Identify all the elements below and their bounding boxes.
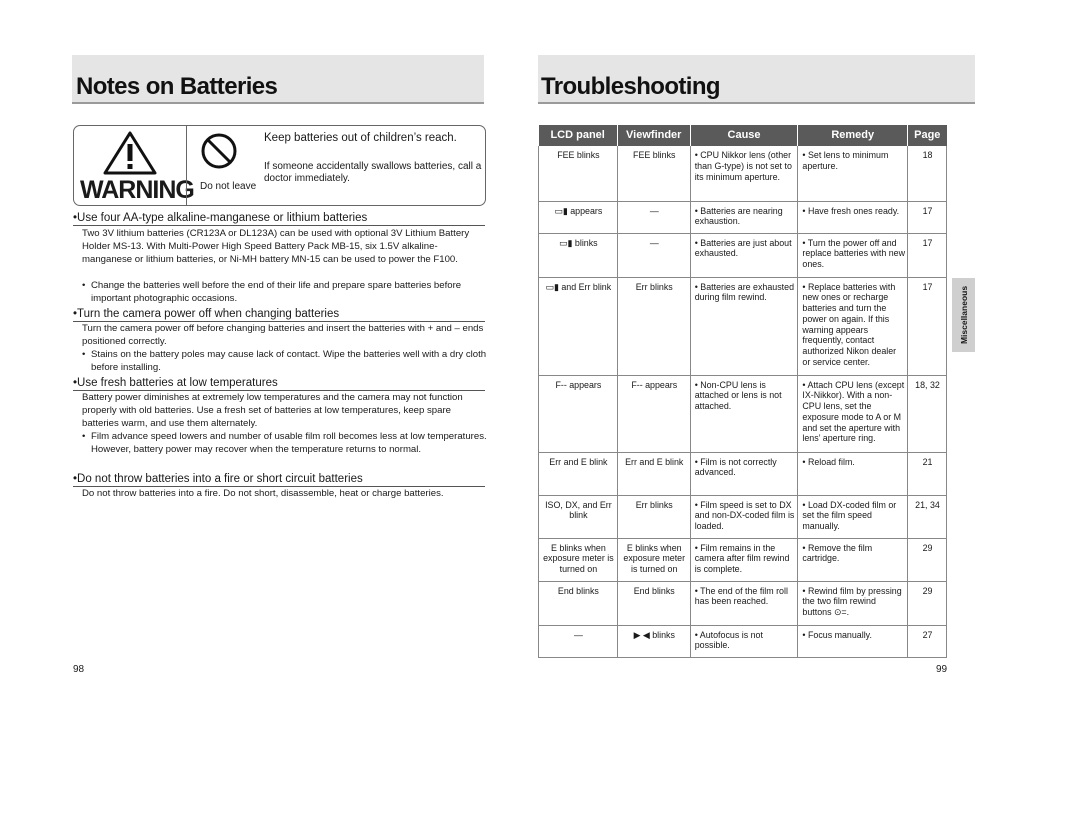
cell-cause: • Batteries are just about exhausted. [690,233,798,277]
section-heading-power-off: •Turn the camera power off when changing batteries [73,307,485,322]
section-bullet-low-temperatures: • Film advance speed lowers and number of usable film roll becomes less at low temperatures. However, battery power may recover when the temperature returns to normal. [82,430,496,456]
cell-lcd: ▭▮ appears [539,201,618,233]
table-row [539,625,947,657]
cell-lcd: — [539,625,618,657]
cell-page: 27 [908,625,947,657]
cell-remedy: • Focus manually. [798,625,908,657]
cell-viewfinder: E blinks when exposure meter is turned on [617,538,690,581]
cell-viewfinder: End blinks [617,581,690,625]
table-header-row [539,125,947,146]
section-bullet-power-off: • Stains on the battery poles may cause lack of contact. Wipe the batteries well with a dry cloth before installing. [82,348,496,374]
column-header-remedy: Remedy [798,125,908,146]
cell-remedy: • Set lens to minimum aperture. [798,146,908,201]
cell-cause: • Autofocus is not possible. [690,625,798,657]
section-text-batteries-type: Two 3V lithium batteries (CR123A or DL123A) can be used with optional 3V Lithium Battery Holder MS-13. With Multi-Power High Speed Battery Pack MB-15, six 1.5V alkaline-manganese or lithium batteries, or Ni-MH battery MN-15 can be used to power the F100. [82,228,470,266]
cell-remedy: • Rewind film by pressing the two film rewind buttons ⊙=. [798,581,908,625]
section-heading-batteries-type: •Use four AA-type alkaline-manganese or lithium batteries [73,211,485,226]
cell-viewfinder: FEE blinks [617,146,690,201]
cell-page: 18, 32 [908,375,947,452]
cell-cause: • The end of the film roll has been reached. [690,581,798,625]
cell-viewfinder: — [617,233,690,277]
cell-viewfinder: Err blinks [617,277,690,375]
cell-page: 18 [908,146,947,201]
section-heading-fire-short-circuit: •Do not throw batteries into a fire or short circuit batteries [73,472,485,487]
cell-lcd: ▭▮ blinks [539,233,618,277]
cell-lcd: FEE blinks [539,146,618,201]
column-header-lcd-panel: LCD panel [539,125,618,146]
warning-heading: Keep batteries out of children’s reach. [264,132,457,144]
page-number-right: 99 [936,664,948,675]
section-text-fire-short-circuit: Do not throw batteries into a fire. Do not short, disassemble, heat or charge batteries. [82,488,444,499]
warning-label: WARNING [80,176,194,204]
warning-box [73,125,486,206]
cell-viewfinder: Err blinks [617,495,690,538]
table-row [539,277,947,375]
cell-viewfinder: — [617,201,690,233]
column-header-page: Page [908,125,947,146]
table-row [539,233,947,277]
page-title-notes-on-batteries: Notes on Batteries [76,73,278,100]
cell-cause: • Film remains in the camera after film rewind is complete. [690,538,798,581]
cell-remedy: • Turn the power off and replace batteries with new ones. [798,233,908,277]
section-bullet-batteries-type: • Change the batteries well before the end of their life and prepare spare batteries before important photographic occasions. [82,279,496,305]
cell-cause: • Film is not correctly advanced. [690,452,798,495]
table-row [539,495,947,538]
cell-cause: • Batteries are exhausted during film rewind. [690,277,798,375]
miscellaneous-side-tab [952,278,975,352]
cell-page: 21, 34 [908,495,947,538]
cell-lcd: ISO, DX, and Err blink [539,495,618,538]
table-row [539,375,947,452]
cell-remedy: • Have fresh ones ready. [798,201,908,233]
table-row [539,146,947,201]
right-title-band [538,55,975,104]
cell-viewfinder: ▶ ◀ blinks [617,625,690,657]
troubleshooting-table [538,125,947,658]
cell-lcd: F-- appears [539,375,618,452]
page-title-troubleshooting: Troubleshooting [541,73,720,100]
cell-viewfinder: F-- appears [617,375,690,452]
warning-divider [186,126,187,205]
warning-triangle-icon [102,130,158,176]
cell-lcd: Err and E blink [539,452,618,495]
table-row [539,581,947,625]
cell-viewfinder: Err and E blink [617,452,690,495]
cell-remedy: • Remove the film cartridge. [798,538,908,581]
cell-remedy: • Load DX-coded film or set the film speed manually. [798,495,908,538]
column-header-cause: Cause [690,125,798,146]
cell-page: 29 [908,581,947,625]
prohibition-icon [200,132,238,170]
table-row [539,538,947,581]
cell-lcd: ▭▮ and Err blink [539,277,618,375]
cell-page: 17 [908,277,947,375]
cell-cause: • Batteries are nearing exhaustion. [690,201,798,233]
cell-page: 21 [908,452,947,495]
cell-remedy: • Attach CPU lens (except IX-Nikkor). With a non-CPU lens, set the exposure mode to A or M and set the aperture with lens’ aperture ring. [798,375,908,452]
side-tab-label: Miscellaneous [958,285,969,345]
section-text-power-off: Turn the camera power off before changing batteries and insert the batteries with + and – ends positioned correctly. [82,323,484,348]
cell-page: 17 [908,233,947,277]
cell-lcd: End blinks [539,581,618,625]
warning-text: If someone accidentally swallows batteries, call a doctor immediately. [264,161,482,184]
section-heading-low-temperatures: •Use fresh batteries at low temperatures [73,376,485,391]
cell-remedy: • Reload film. [798,452,908,495]
cell-lcd: E blinks when exposure meter is turned on [539,538,618,581]
page-number-left: 98 [73,664,85,675]
cell-remedy: • Replace batteries with new ones or recharge batteries and turn the power on again. If this warning appears frequently, contact authorized Nikon dealer or service center. [798,277,908,375]
cell-page: 29 [908,538,947,581]
cell-page: 17 [908,201,947,233]
cell-cause: • CPU Nikkor lens (other than G-type) is not set to its minimum aperture. [690,146,798,201]
column-header-viewfinder: Viewfinder [617,125,690,146]
cell-cause: • Non-CPU lens is attached or lens is not attached. [690,375,798,452]
left-title-band [72,55,484,104]
table-row [539,201,947,233]
table-row [539,452,947,495]
cell-cause: • Film speed is set to DX and non-DX-coded film is loaded. [690,495,798,538]
section-text-low-temperatures: Battery power diminishes at extremely low temperatures and the camera may not function properly with old batteries. Use a fresh set of batteries at low temperatures, keep spare batteries warm, and use them alternately. [82,392,463,430]
do-not-leave-label: Do not leave [200,181,257,192]
